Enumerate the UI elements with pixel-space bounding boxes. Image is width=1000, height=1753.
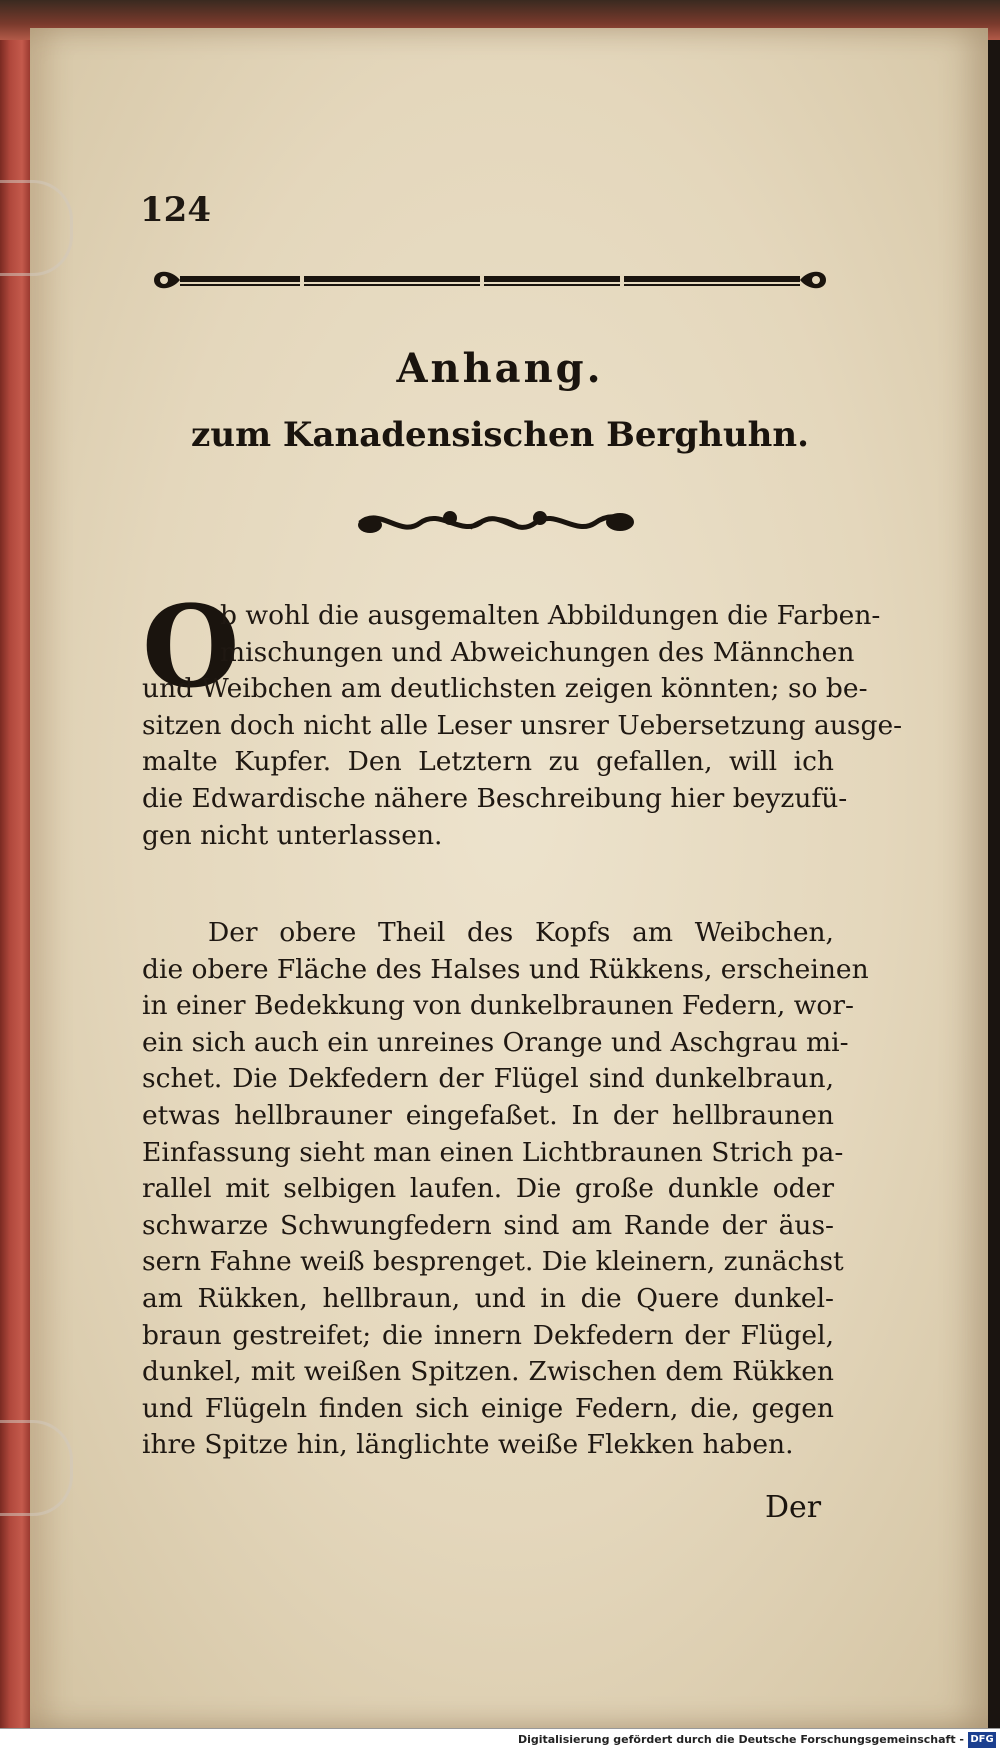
text-line: braun gestreifet; die innern Dekfedern der Flügel, <box>142 1319 834 1351</box>
title-vignette-ornament <box>350 498 640 548</box>
text-line: die obere Fläche des Halses und Rükkens, erscheinen <box>142 953 869 985</box>
text-line: in einer Bedekkung von dunkelbraunen Federn, wor- <box>142 990 854 1022</box>
text-line: b wohl die ausgemalten Abbildungen die Farben- <box>220 600 881 631</box>
text-line: ein sich auch ein unreines Orange und Aschgrau mi- <box>142 1026 849 1058</box>
header-ornament-rule <box>150 262 830 302</box>
text-line: gen nicht unterlassen. <box>142 819 443 851</box>
page-title: Anhang. <box>396 345 604 392</box>
text-line: ihre Spitze hin, länglichte weiße Flekken haben. <box>142 1429 794 1461</box>
text-line: sern Fahne weiß besprenget. Die kleinern, zunächst <box>142 1246 844 1278</box>
paragraph-1 <box>142 598 903 854</box>
catchword: Der <box>765 1490 822 1525</box>
text-line: am Rükken, hellbraun, und in die Quere dunkel- <box>142 1282 834 1314</box>
text-line: die Edwardische nähere Beschreibung hier beyzufü- <box>142 782 848 814</box>
text-line: mischungen und Abweichungen des Männchen <box>220 636 855 668</box>
text-line: schwarze Schwungfedern sind am Rande der äus- <box>142 1209 834 1241</box>
text-line: etwas hellbrauner eingefaßet. In der hellbraunen <box>142 1099 834 1131</box>
digitization-footer <box>0 1728 1000 1753</box>
drop-capital: O <box>142 582 240 713</box>
text-line: dunkel, mit weißen Spitzen. Zwischen dem Rükken <box>142 1356 834 1388</box>
dfg-logo: DFG <box>968 1732 996 1748</box>
show-through-text <box>820 178 830 213</box>
footer-credit: Digitalisierung gefördert durch die Deutsche Forschungsgemeinschaft - <box>517 1733 964 1746</box>
page-clip-top <box>0 180 73 276</box>
page-subtitle: zum Kanadensischen Berghuhn. <box>191 415 809 455</box>
text-line: Der obere Theil des Kopfs am Weibchen, <box>208 917 834 948</box>
text-line: und Flügeln finden sich einige Federn, die, gegen <box>142 1392 834 1424</box>
text-line: rallel mit selbigen laufen. Die große dunkle oder <box>142 1173 834 1205</box>
text-line: sitzen doch nicht alle Leser unsrer Uebersetzung ausge- <box>142 709 903 741</box>
paragraph-2 <box>142 915 869 1464</box>
text-line: und Weibchen am deutlichsten zeigen könnten; so be- <box>142 673 868 705</box>
text-line: schet. Die Dekfedern der Flügel sind dunkelbraun, <box>142 1063 834 1095</box>
page-clip-bottom <box>0 1420 73 1516</box>
text-line: Einfassung sieht man einen Lichtbraunen Strich pa- <box>142 1136 844 1168</box>
page-number: 124 <box>140 190 211 230</box>
text-line: malte Kupfer. Den Letztern zu gefallen, will ich <box>142 746 834 778</box>
